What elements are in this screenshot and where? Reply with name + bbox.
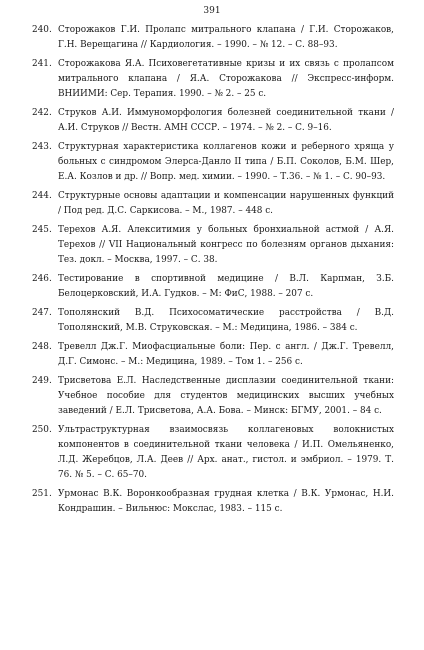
reference-number: 242. [32,108,52,118]
reference-text: Сторожакова Я.А. Психовегетативные кризы и их связь с пролапсом митрального клапана / Я.А. Сторожакова // Экспресс-информ. ВНИИМИ: Сер. Терапия. 1990. – № 2. – 25 с. [58,59,394,99]
reference-text: Тестирование в спортивной медицине / В.Л. Карпман, З.Б. Белоцерковский, И.А. Гудков. – М: ФиС, 1988. – 207 с. [58,274,394,299]
reference-number: 246. [32,274,52,284]
reference-text: Структурные основы адаптации и компенсации нарушенных функций / Под ред. Д.С. Саркисова. – М., 1987. – 448 с. [58,191,394,216]
reference-item [32,423,394,483]
reference-list [32,23,394,521]
reference-number: 241. [32,59,52,69]
reference-item [32,106,394,136]
reference-number: 240. [32,25,52,35]
reference-text: Струков А.И. Иммуноморфология болезней соединительной ткани / А.И. Струков // Вестн. АМН СССР. – 1974. – № 2. – С. 9–16. [58,108,394,133]
reference-text: Терехов А.Я. Алекситимия у больных бронхиальной астмой / А.Я. Терехов // VII Национальный конгресс по болезням органов дыхания: Тез. докл. – Москва, 1997. – С. 38. [58,225,394,265]
reference-text: Трисветова Е.Л. Наследственные дисплазии соединительной ткани: Учебное пособие для студентов медицинских высших учебных заведений / Е.Л. Трисветова, А.А. Бова. – Минск: БГМУ, 2001. – 84 с. [58,376,394,416]
reference-text: Тополянский В.Д. Психосоматические расстройства / В.Д. Тополянский, М.В. Струковская. – М.: Медицина, 1986. – 384 с. [58,308,394,333]
reference-text: Структурная характеристика коллагенов кожи и реберного хряща у больных с синдромом Элерса-Данло II типа / Б.П. Соколов, Б.М. Шер, Е.А. Козлов и др. // Вопр. мед. химии. – 1990. – Т.36. – № 1. – С. 90–93. [58,142,394,182]
reference-text: Сторожаков Г.И. Пролапс митрального клапана / Г.И. Сторожаков, Г.Н. Верещагина // Кардиология. – 1990. – № 12. – С. 88–93. [58,25,394,50]
reference-item [32,23,394,53]
reference-item [32,223,394,268]
page-number: 391 [203,6,221,16]
reference-number: 251. [32,489,52,499]
reference-number: 243. [32,142,52,152]
reference-item [32,306,394,336]
reference-text: Тревелл Дж.Г. Миофасциальные боли: Пер. с англ. / Дж.Г. Тревелл, Д.Г. Симонс. – М.: Медицина, 1989. – Том 1. – 256 с. [58,342,394,367]
reference-number: 244. [32,191,52,201]
reference-item [32,374,394,419]
reference-number: 247. [32,308,52,318]
reference-item [32,487,394,517]
reference-number: 248. [32,342,52,352]
reference-item [32,57,394,102]
reference-item [32,340,394,370]
reference-number: 249. [32,376,52,386]
reference-item [32,140,394,185]
reference-text: Урмонас В.К. Воронкообразная грудная клетка / В.К. Урмонас, Н.И. Кондрашин. – Вильнюс: Мокслас, 1983. – 115 с. [58,489,394,514]
reference-text: Ультраструктурная взаимосвязь коллагеновых волокнистых компонентов в соединительной ткани человека / И.П. Омельяненко, Л.Д. Жеребцов, Л.А. Деев // Арх. анат., гистол. и эмбриол. – 1979. Т. 76. № 5. – С. 65–70. [58,425,394,480]
reference-number: 250. [32,425,52,435]
reference-item [32,272,394,302]
reference-item [32,189,394,219]
reference-number: 245. [32,225,52,235]
